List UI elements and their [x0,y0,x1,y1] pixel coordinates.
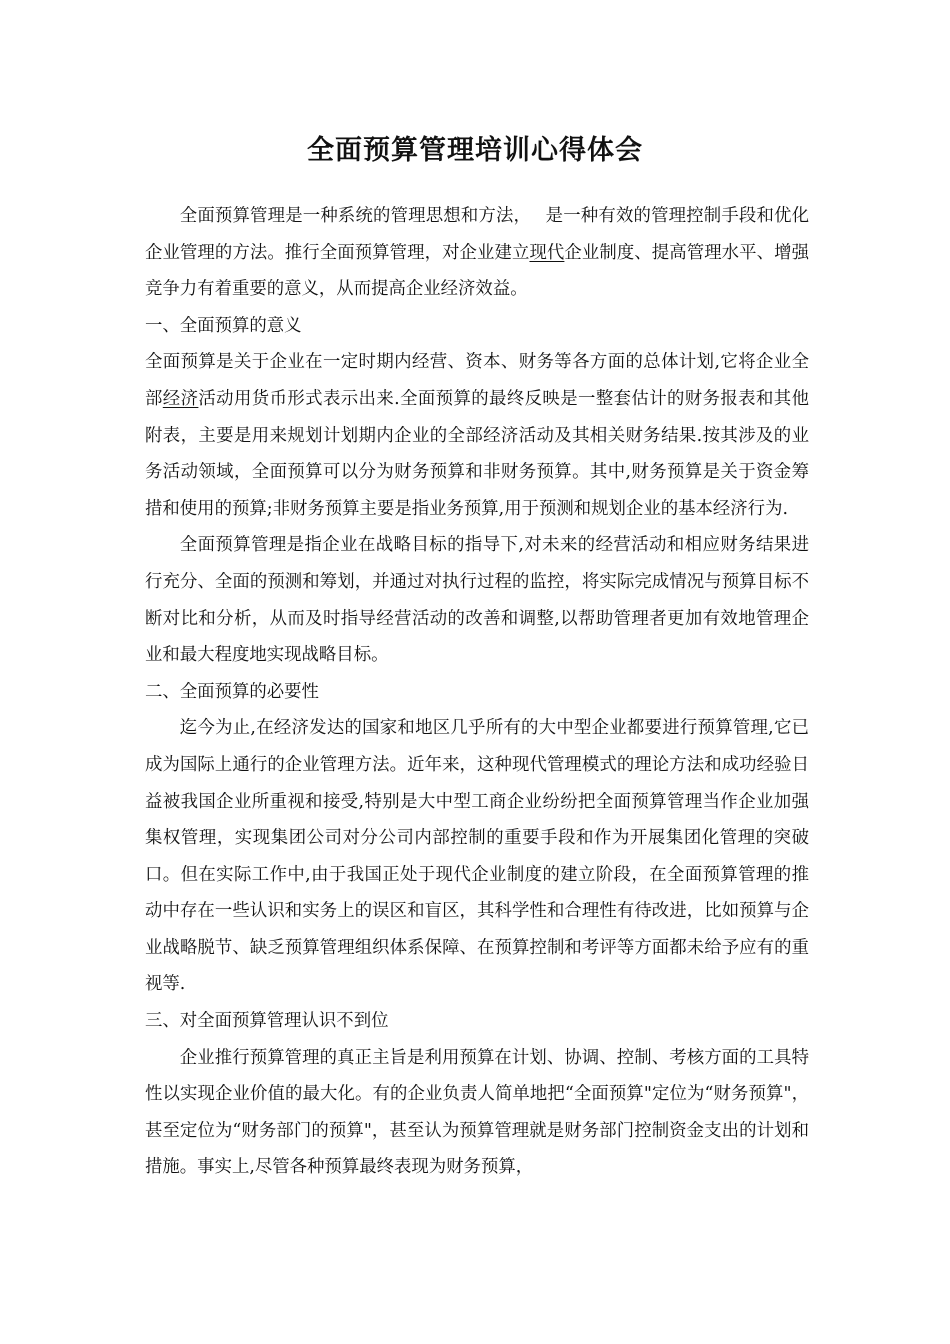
intro-paragraph [145,198,809,308]
link-modern[interactable]: 现代 [529,242,565,263]
document-body [145,198,809,1186]
paragraph-1 [145,344,809,527]
paragraph-1-text-1: 全面预算是关于企业在一定时期内经营、资本、财务等各方面的总体计划,它将企业全部 [145,352,809,409]
paragraph-1-text-2: 活动用货币形式表示出来.全面预算的最终反映是一整套估计的财务报表和其他附表，主要是用来规划计划期内企业的全部经济活动及其相关财务结果.按其涉及的业务活动领域，全面预算可以分为财务预算和非财务预算。其中,财务预算是关于资金筹措和使用的预算;非财务预算主要是指业务预算,用于预测和规划企业的基本经济行为. [145,388,809,519]
document-title: 全面预算管理培训心得体会 [307,135,643,166]
section-heading-1: 一、全面预算的意义 [145,315,302,336]
link-economy[interactable]: 经济 [162,388,199,409]
paragraph-3: 迄今为止,在经济发达的国家和地区几乎所有的大中型企业都要进行预算管理,它已成为国际上通行的企业管理方法。近年来，这种现代管理模式的理论方法和成功经验日益被我国企业所重视和接受,特别是大中型工商企业纷纷把全面预算管理当作企业加强集权管理，实现集团公司对分公司内部控制的重要手段和作为开展集团化管理的突破口。但在实际工作中,由于我国正处于现代企业制度的建立阶段，在全面预算管理的推动中存在一些认识和实务上的误区和盲区，其科学性和合理性有待改进，比如预算与企业战略脱节、缺乏预算管理组织体系保障、在预算控制和考评等方面都未给予应有的重视等. [145,718,809,995]
intro-text-1: 全面预算管理是一种系统的管理思想和方法， 是一种有效的管理控制手段和优化企业管理的方法。推行全面预算管理，对企业建立 [145,206,809,263]
section-heading-3: 三、对全面预算管理认识不到位 [145,1011,389,1032]
section-heading-2: 二、全面预算的必要性 [145,681,319,702]
paragraph-4: 企业推行预算管理的真正主旨是利用预算在计划、协调、控制、考核方面的工具特性以实现企业价值的最大化。有的企业负责人简单地把“全面预算"定位为“财务预算"，甚至定位为“财务部门的预算"，甚至认为预算管理就是财务部门控制资金支出的计划和措施。事实上,尽管各种预算最终表现为财务预算， [145,1047,809,1178]
intro-text-2: 企业制度、提高管理水平、增强竞争力有着重要的意义，从而提高企业经济效益。 [145,242,809,300]
paragraph-2: 全面预算管理是指企业在战略目标的指导下,对未来的经营活动和相应财务结果进行充分、全面的预测和筹划，并通过对执行过程的监控，将实际完成情况与预算目标不断对比和分析，从而及时指导经营活动的改善和调整,以帮助管理者更加有效地管理企业和最大程度地实现战略目标。 [145,535,809,666]
